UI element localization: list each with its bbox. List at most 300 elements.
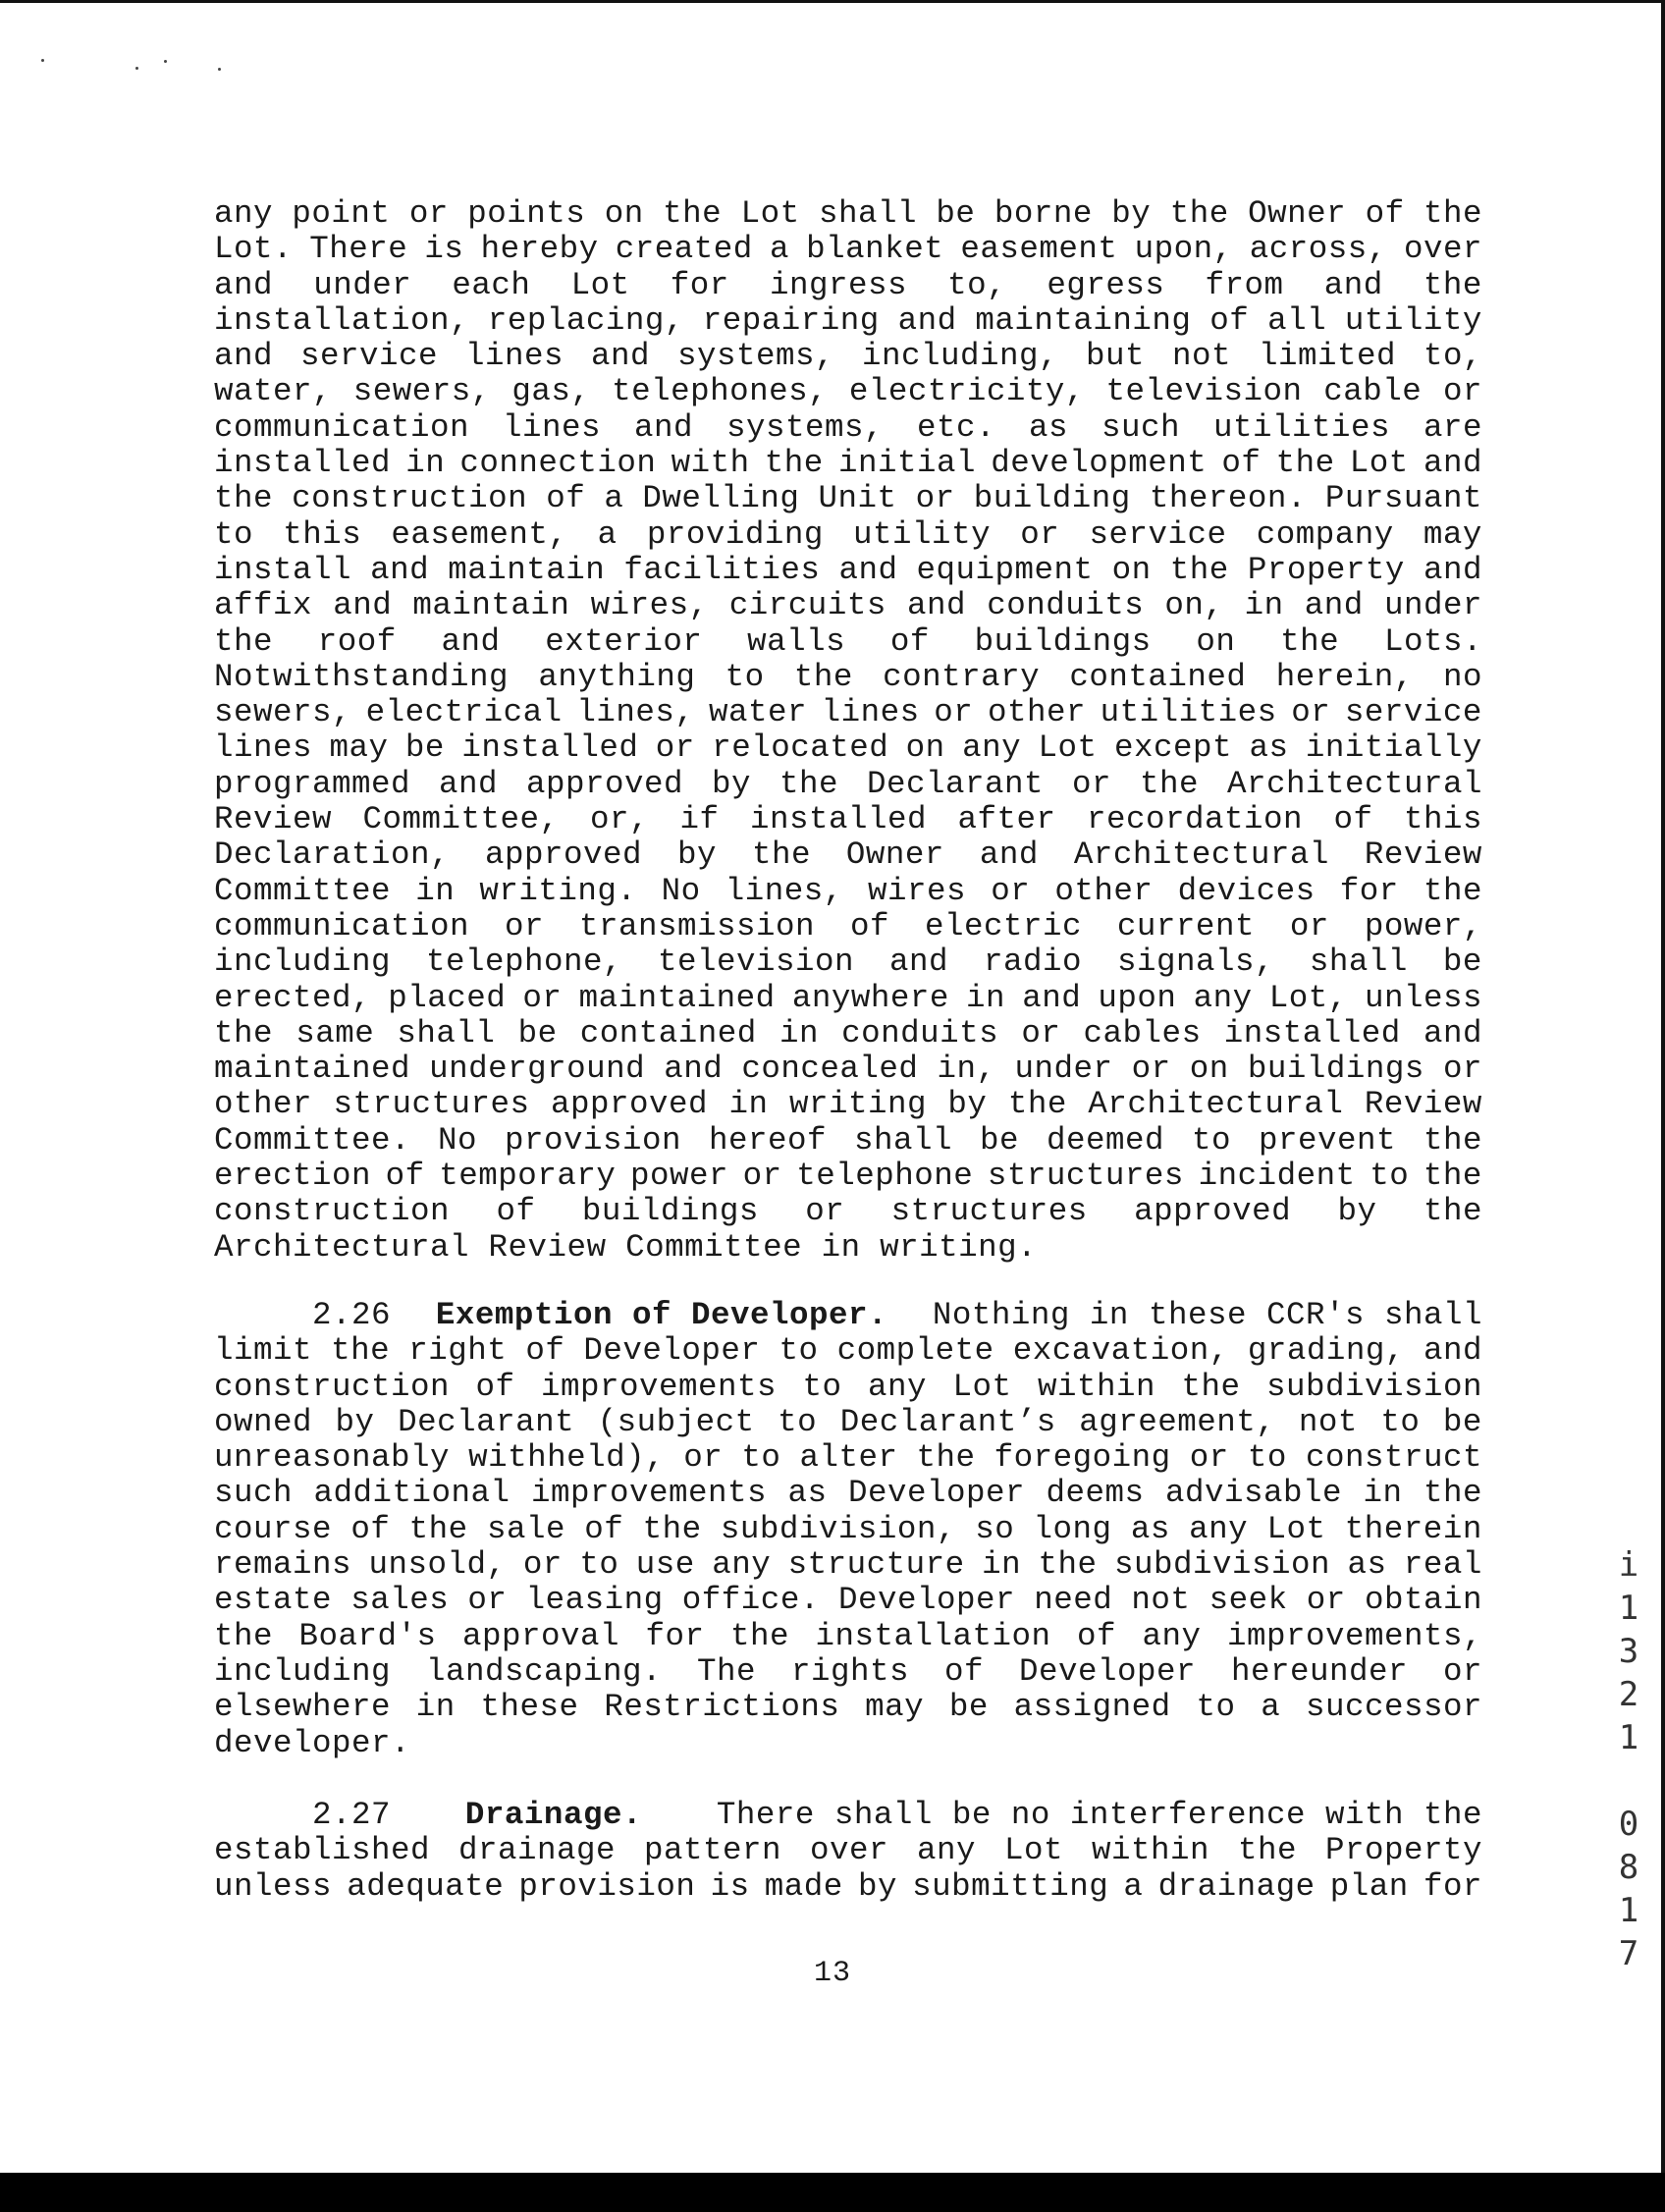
text-line <box>214 1869 1482 1905</box>
word: additional <box>313 1475 510 1512</box>
word: be <box>936 195 976 232</box>
word: hereby <box>480 231 599 268</box>
section-first-line-rest: There shall be no interference with the <box>716 1797 1482 1833</box>
word: Review <box>1364 1086 1482 1123</box>
word: No <box>661 872 701 909</box>
word: to <box>1380 1403 1421 1440</box>
word: on <box>604 195 644 232</box>
word: the <box>331 1332 391 1370</box>
word: easement, <box>391 515 568 553</box>
word: and <box>888 944 948 981</box>
section-first-line-rest: Nothing in these CCR's shall <box>932 1297 1482 1333</box>
word: equipment <box>916 551 1094 588</box>
word: signals, <box>1116 944 1274 981</box>
word: approved <box>526 765 684 802</box>
word: facilities <box>623 551 821 588</box>
stamp-char: 3 <box>1618 1632 1639 1671</box>
word: in, <box>937 1051 996 1088</box>
word: to <box>1247 1439 1287 1477</box>
word: be <box>517 1014 558 1052</box>
word: Board's <box>298 1617 437 1654</box>
word: improvements <box>541 1368 778 1405</box>
word: the <box>793 658 853 695</box>
stamp-char: 1 <box>1618 1718 1639 1757</box>
word: any <box>917 1832 977 1869</box>
word: or <box>683 1439 724 1477</box>
word: and <box>1423 445 1482 482</box>
word: the <box>779 765 838 802</box>
word: may <box>1423 515 1482 553</box>
word: of <box>1333 801 1373 838</box>
word: ingress <box>769 266 907 303</box>
word: unless <box>214 1867 333 1905</box>
word: of <box>584 1510 624 1547</box>
word: anything <box>538 658 696 695</box>
word: a <box>604 480 624 517</box>
text-line <box>214 1547 1482 1583</box>
text-line <box>214 874 1482 909</box>
word: and <box>634 408 694 446</box>
word: Dwelling <box>642 480 800 517</box>
word: on <box>1111 551 1152 588</box>
word: erection <box>214 1158 372 1195</box>
word: unsold, <box>368 1546 507 1584</box>
stamp-char: 8 <box>1618 1848 1639 1887</box>
section-2-26 <box>214 1298 1482 1761</box>
word: of <box>385 1158 425 1195</box>
word: from <box>1205 266 1284 303</box>
word: if <box>679 801 720 838</box>
word: drainage <box>1157 1867 1316 1905</box>
word: to <box>579 1546 619 1584</box>
word: Developer <box>838 1582 1016 1619</box>
word: or <box>505 907 545 944</box>
word: remains <box>214 1546 352 1584</box>
word: gas, <box>511 373 591 410</box>
word: of <box>1209 301 1250 339</box>
word: the <box>1237 1832 1297 1869</box>
word: point <box>292 195 391 232</box>
word: improvements, <box>1226 1617 1482 1654</box>
word: approval <box>461 1617 620 1654</box>
stamp-char: 0 <box>1618 1805 1639 1844</box>
word: be <box>404 729 445 767</box>
word: service <box>299 338 439 375</box>
word: in <box>415 1689 456 1726</box>
word: foregoing <box>994 1439 1171 1477</box>
word: so <box>975 1510 1015 1547</box>
word: the <box>1275 445 1335 482</box>
word: or <box>934 694 974 731</box>
word: or <box>915 480 955 517</box>
word: landscaping. <box>426 1652 663 1690</box>
word: Lot. <box>214 231 294 268</box>
word: within <box>1091 1832 1209 1869</box>
word: lines <box>503 408 602 446</box>
word: or <box>522 979 563 1016</box>
word: and <box>1323 266 1383 303</box>
section-number: 2.26 <box>312 1297 392 1333</box>
word: in <box>779 1014 819 1052</box>
word: Property <box>1247 551 1405 588</box>
word: anywhere <box>791 979 949 1016</box>
text-line <box>214 695 1482 730</box>
word: not <box>1131 1582 1191 1619</box>
word: The <box>697 1652 757 1690</box>
word: to, <box>947 266 1007 303</box>
word: on <box>1189 1051 1229 1088</box>
word: or <box>467 1582 508 1619</box>
word: over <box>1403 231 1482 268</box>
word: therein <box>1344 1510 1482 1547</box>
word: elsewhere <box>214 1689 392 1726</box>
word: by <box>857 1867 897 1905</box>
word: provision <box>505 1121 682 1159</box>
word: construction <box>214 1368 451 1405</box>
word: Developer <box>848 1475 1026 1512</box>
word: approved <box>485 836 643 874</box>
word: by <box>1111 195 1152 232</box>
word: the <box>729 1617 789 1654</box>
word: and <box>370 551 430 588</box>
word: power <box>629 1158 728 1195</box>
word: as <box>787 1475 828 1512</box>
word: radio <box>983 944 1082 981</box>
word: installed <box>1223 1014 1401 1052</box>
word: the <box>1423 872 1482 909</box>
word: other <box>214 1086 313 1123</box>
word: or <box>805 1193 845 1230</box>
word: under <box>313 266 412 303</box>
word: and <box>1022 979 1082 1016</box>
word: for <box>645 1617 705 1654</box>
word: of <box>1076 1617 1116 1654</box>
word: are <box>1423 408 1482 446</box>
word: and <box>838 551 898 588</box>
word: Committee, <box>362 801 560 838</box>
word: communication <box>214 408 470 446</box>
word: Lot, <box>1268 979 1348 1016</box>
section-heading: Drainage. <box>464 1797 642 1833</box>
word: to <box>1191 1121 1231 1159</box>
text-line <box>214 232 1482 267</box>
word: Owner <box>845 836 944 874</box>
word: lines, <box>725 872 843 909</box>
word: with <box>671 445 750 482</box>
word: office. <box>681 1582 820 1619</box>
word: by <box>335 1403 375 1440</box>
word: complete <box>836 1332 994 1370</box>
word: be <box>948 1689 989 1726</box>
word: utilities <box>1212 408 1390 446</box>
word: lines <box>214 729 313 767</box>
word: a <box>769 231 789 268</box>
word: Review <box>1364 836 1482 874</box>
scan-border-bottom <box>0 2173 1665 2212</box>
word: utilities <box>1100 694 1277 731</box>
word: a <box>1261 1689 1281 1726</box>
word: recordation <box>1086 801 1304 838</box>
word: unreasonably <box>214 1439 451 1477</box>
word: initially <box>1305 729 1482 767</box>
word: telephone, <box>425 944 623 981</box>
word: prevent <box>1258 1121 1396 1159</box>
word: for <box>1423 1867 1482 1905</box>
word: utility <box>1344 301 1482 339</box>
word: the <box>1423 1121 1482 1159</box>
word: as <box>1028 408 1068 446</box>
word: contrary <box>883 658 1041 695</box>
page-number: 13 <box>813 1957 851 1990</box>
word: Architectural <box>1073 836 1329 874</box>
word: or <box>408 195 449 232</box>
word: hereof <box>709 1121 828 1159</box>
word: buildings <box>581 1193 759 1230</box>
word: installation, <box>214 301 470 339</box>
word: of <box>944 1652 985 1690</box>
word: egress <box>1047 266 1165 303</box>
word: Committee. <box>214 1121 411 1159</box>
word: subdivision, <box>720 1510 956 1547</box>
word: these <box>480 1689 579 1726</box>
word: or <box>1442 1652 1482 1690</box>
text-line <box>214 767 1482 802</box>
word: Restrictions <box>604 1689 840 1726</box>
word: Declarant’s <box>839 1403 1056 1440</box>
word: in <box>821 1228 861 1266</box>
word: devices <box>1177 872 1316 909</box>
word: systems, <box>726 408 885 446</box>
word: sales <box>350 1582 450 1619</box>
text-line <box>214 1087 1482 1122</box>
word: shall <box>397 1014 496 1052</box>
word: shall <box>1309 944 1408 981</box>
word: to, <box>1423 338 1482 375</box>
word: of <box>546 480 586 517</box>
word: and <box>1423 1014 1482 1052</box>
word: deems <box>1046 1475 1145 1512</box>
word: borne <box>994 195 1093 232</box>
word: Committee <box>214 872 392 909</box>
word: to <box>725 658 765 695</box>
word: the <box>1038 1546 1098 1584</box>
word: structure <box>787 1546 965 1584</box>
word: the <box>751 836 811 874</box>
word: in <box>1363 1475 1403 1512</box>
word: same <box>295 1014 375 1052</box>
text-line <box>214 410 1482 446</box>
word: real <box>1403 1546 1482 1584</box>
word: to <box>778 1403 818 1440</box>
word: Developer <box>583 1332 761 1370</box>
word: cables <box>1083 1014 1202 1052</box>
word: of <box>350 1510 391 1547</box>
word: electrical <box>365 694 563 731</box>
word: Lots. <box>1383 622 1482 660</box>
word: subdivision <box>1113 1546 1331 1584</box>
word: or <box>1020 515 1060 553</box>
word: a <box>1123 1867 1144 1905</box>
speck <box>218 68 221 71</box>
text-line <box>214 374 1482 409</box>
word: concealed <box>741 1051 919 1088</box>
text-line <box>214 1194 1482 1229</box>
word: maintain <box>448 551 606 588</box>
word: except <box>1113 729 1233 767</box>
text-line <box>214 1619 1482 1654</box>
text-line <box>214 1654 1482 1690</box>
text-line <box>214 1016 1482 1052</box>
word: herein, <box>1275 658 1414 695</box>
word: for <box>1339 872 1399 909</box>
word: subdivision <box>1265 1368 1482 1405</box>
word: no <box>1442 658 1482 695</box>
word: of <box>849 907 889 944</box>
word: construct <box>1305 1439 1482 1477</box>
word: and <box>907 587 967 624</box>
word: to <box>802 1368 842 1405</box>
word: to <box>779 1332 819 1370</box>
word: improvements <box>531 1475 768 1512</box>
word: pattern <box>644 1832 782 1869</box>
scan-border-right <box>1661 0 1665 2212</box>
text-line <box>214 730 1482 766</box>
word: current <box>1116 907 1255 944</box>
word: the <box>1139 765 1199 802</box>
word: blanket <box>806 231 944 268</box>
word: rights <box>791 1652 910 1690</box>
word: a <box>597 515 618 553</box>
word: seek <box>1208 1582 1288 1619</box>
word: and <box>214 266 274 303</box>
word: providing <box>646 515 824 553</box>
word: transmission <box>578 907 816 944</box>
text-line <box>214 517 1482 553</box>
word: conduits <box>987 587 1145 624</box>
text-line <box>214 1583 1482 1618</box>
word: in <box>982 1546 1022 1584</box>
word: conduits <box>841 1014 999 1052</box>
word: and <box>1423 1332 1482 1370</box>
text-line <box>214 481 1482 516</box>
text-line <box>214 1512 1482 1547</box>
text-line <box>214 1726 1482 1761</box>
word: for <box>670 266 729 303</box>
word: writing. <box>479 872 637 909</box>
word: established <box>214 1832 431 1869</box>
word: Unit <box>818 480 897 517</box>
word: this <box>1403 801 1482 838</box>
word: of <box>475 1368 515 1405</box>
word: shall <box>854 1121 953 1159</box>
text-line <box>214 553 1482 588</box>
word: and <box>1423 551 1482 588</box>
word: limit <box>214 1332 313 1370</box>
word: programmed <box>214 765 411 802</box>
text-line <box>214 1440 1482 1476</box>
word: lines <box>821 694 920 731</box>
word: right <box>408 1332 508 1370</box>
word: development <box>991 445 1208 482</box>
word: the <box>214 1014 274 1052</box>
word: limited <box>1258 338 1396 375</box>
word: or <box>1306 1582 1346 1619</box>
word: utility <box>853 515 992 553</box>
word: Review <box>488 1228 607 1266</box>
word: or <box>1442 373 1482 410</box>
word: other <box>1054 872 1154 909</box>
word: communication <box>214 907 470 944</box>
stamp-char: i <box>1618 1545 1639 1585</box>
word: provision <box>518 1867 696 1905</box>
word: sewers, <box>352 373 491 410</box>
text-line <box>214 1833 1482 1868</box>
word: Lot <box>1038 729 1098 767</box>
word: contained <box>1069 658 1247 695</box>
word: the <box>1423 1158 1482 1195</box>
stamp-char: 2 <box>1618 1675 1639 1714</box>
word: or <box>1131 1051 1171 1088</box>
word: to <box>741 1439 781 1477</box>
text-line <box>214 981 1482 1016</box>
word: or <box>1442 1051 1482 1088</box>
word: any <box>1193 979 1253 1016</box>
word: any <box>1142 1617 1202 1654</box>
word: and <box>897 301 957 339</box>
word: installed <box>461 729 639 767</box>
word: the <box>1280 622 1340 660</box>
word: thereon. <box>1149 480 1307 517</box>
text-line <box>214 624 1482 660</box>
word: by <box>676 836 717 874</box>
text-line <box>214 909 1482 944</box>
word: upon, <box>1134 231 1233 268</box>
text-line <box>214 802 1482 837</box>
word: need <box>1034 1582 1113 1619</box>
word: created <box>615 231 753 268</box>
word: assigned <box>1013 1689 1171 1726</box>
word: electricity, <box>848 373 1085 410</box>
word: or <box>522 1546 563 1584</box>
word: as <box>1249 729 1289 767</box>
section-heading-line <box>214 1298 1482 1333</box>
word: Architectural <box>1088 1086 1344 1123</box>
word: withheld), <box>468 1439 666 1477</box>
stamp-gap <box>1614 1759 1643 1803</box>
word: shall <box>818 195 918 232</box>
word: Lot <box>570 266 630 303</box>
word: in <box>415 872 456 909</box>
word: is <box>710 1867 750 1905</box>
word: company <box>1256 515 1394 553</box>
word: affix <box>214 587 313 624</box>
word: in <box>1244 587 1284 624</box>
word: incident <box>1198 1158 1356 1195</box>
stamp-char: 1 <box>1618 1589 1639 1628</box>
word: of <box>496 1193 536 1230</box>
word: not <box>1171 338 1231 375</box>
word: submitting <box>912 1867 1109 1905</box>
word: the <box>1423 1475 1482 1512</box>
word: and <box>333 587 393 624</box>
word: points <box>467 195 586 232</box>
section-heading-line <box>214 1798 1482 1833</box>
word: Lot <box>1003 1832 1063 1869</box>
word: approved <box>1134 1193 1292 1230</box>
word: or <box>1189 1439 1229 1477</box>
word: estate <box>214 1582 333 1619</box>
word: owned <box>214 1403 313 1440</box>
